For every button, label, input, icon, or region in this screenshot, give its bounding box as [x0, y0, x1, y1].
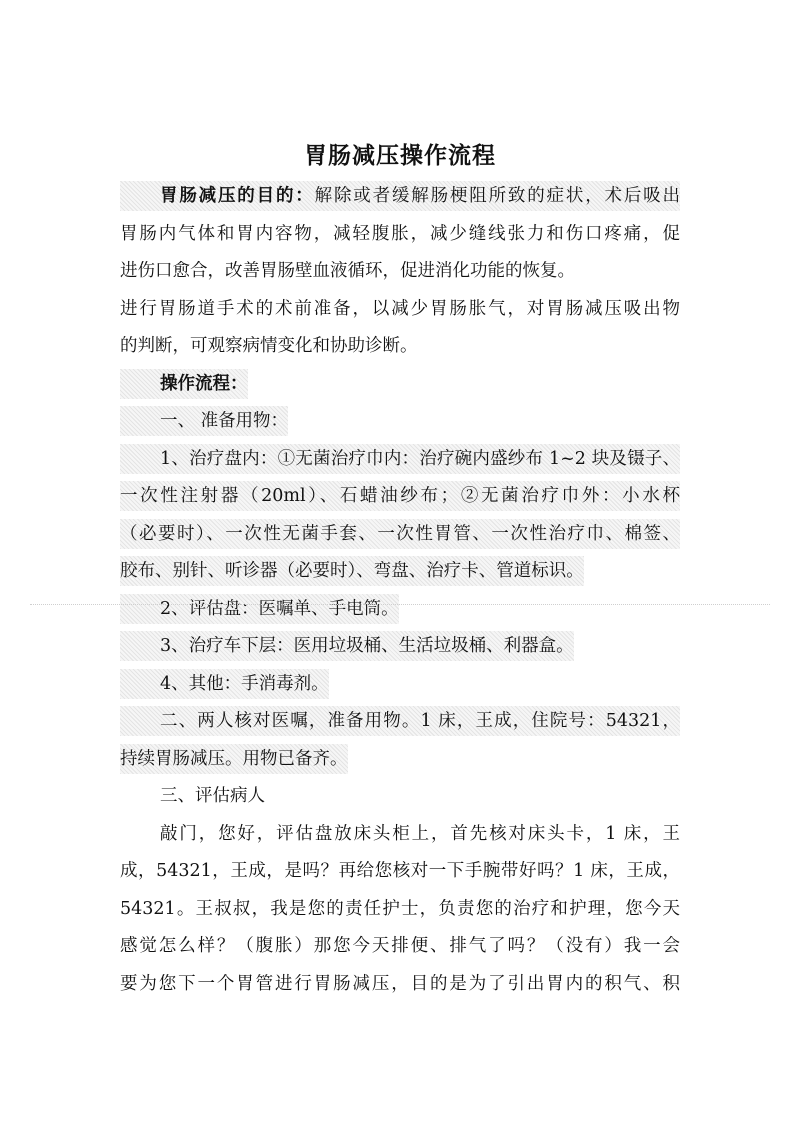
paragraph-line	[120, 253, 680, 291]
paragraph-line	[120, 778, 680, 816]
highlighted-text: 4、其他：手消毒剂。	[120, 669, 329, 699]
line-text: 三、评估病人	[160, 786, 265, 806]
page-divider	[30, 604, 770, 605]
line-text: 感觉怎么样？（腹胀）那您今天排便、排气了吗？（没有）我一会	[120, 936, 680, 956]
paragraph-line	[120, 516, 680, 554]
highlighted-text: （必要时）、一次性无菌手套、一次性胃管、一次性治疗巾、棉签、	[120, 519, 680, 549]
paragraph-line	[120, 366, 680, 404]
paragraph-line	[120, 928, 680, 966]
highlighted-text: 二、两人核对医嘱，准备用物。1 床，王成，住院号：54321，	[120, 706, 680, 736]
highlighted-text: 2、评估盘：医嘱单、手电筒。	[120, 594, 399, 624]
paragraph-line	[120, 291, 680, 329]
line-text: 进行胃肠道手术的术前准备，以减少胃肠胀气，对胃肠减压吸出物	[120, 298, 680, 319]
highlighted-text: 一次性注射器（20ml）、石蜡油纱布；②无菌治疗巾外：小水杯	[120, 481, 680, 511]
line-text: 进伤口愈合，改善胃肠壁血液循环，促进消化功能的恢复。	[120, 261, 575, 281]
paragraph-line	[120, 441, 680, 479]
highlighted-text: 胶布、别针、听诊器（必要时）、弯盘、治疗卡、管道标识。	[120, 556, 584, 586]
paragraph-line	[120, 966, 680, 1004]
highlighted-text	[120, 181, 680, 211]
line-text: 解除或者缓解肠梗阻所致的症状，术后吸出	[314, 186, 681, 206]
highlighted-text: 一、 准备用物：	[120, 406, 288, 436]
highlighted-text: 3、治疗车下层：医用垃圾桶、生活垃圾桶、利器盒。	[120, 631, 574, 661]
paragraph-line	[120, 703, 680, 741]
line-text: 要为您下一个胃管进行胃肠减压，目的是为了引出胃内的积气、积	[120, 973, 680, 994]
paragraph-line	[120, 553, 680, 591]
line-text: 胃肠内气体和胃内容物，减轻腹胀，减少缝线张力和伤口疼痛，促	[120, 223, 680, 244]
highlighted-text: 1、治疗盘内：①无菌治疗巾内：治疗碗内盛纱布 1~2 块及镊子、	[120, 444, 680, 474]
paragraph-line	[120, 403, 680, 441]
highlighted-text	[120, 369, 248, 399]
section-heading-procedure: 操作流程：	[160, 373, 248, 394]
paragraph-line	[120, 328, 680, 366]
document-title: 胃肠减压操作流程	[304, 142, 496, 169]
line-text: 敲门，您好，评估盘放床头柜上，首先核对床头卡，1 床，王	[160, 823, 680, 844]
section-heading-purpose: 胃肠减压的目的：	[160, 186, 315, 206]
paragraph-line	[120, 816, 680, 854]
paragraph-line	[120, 666, 680, 704]
paragraph-line	[120, 591, 680, 629]
document-body	[120, 178, 680, 1003]
paragraph-line	[120, 891, 680, 929]
paragraph-line	[120, 853, 680, 891]
paragraph-line	[120, 478, 680, 516]
paragraph-line	[120, 628, 680, 666]
line-text: 成，54321，王成，是吗？再给您核对一下手腕带好吗？1 床，王成，	[120, 861, 680, 881]
paragraph-line	[120, 216, 680, 254]
highlighted-text: 持续胃肠减压。用物已备齐。	[120, 744, 348, 774]
paragraph-line	[120, 741, 680, 779]
line-text: 54321。王叔叔，我是您的责任护士，负责您的治疗和护理，您今天	[120, 898, 680, 919]
line-text: 的判断，可观察病情变化和协助诊断。	[120, 336, 418, 356]
paragraph-line	[120, 178, 680, 216]
